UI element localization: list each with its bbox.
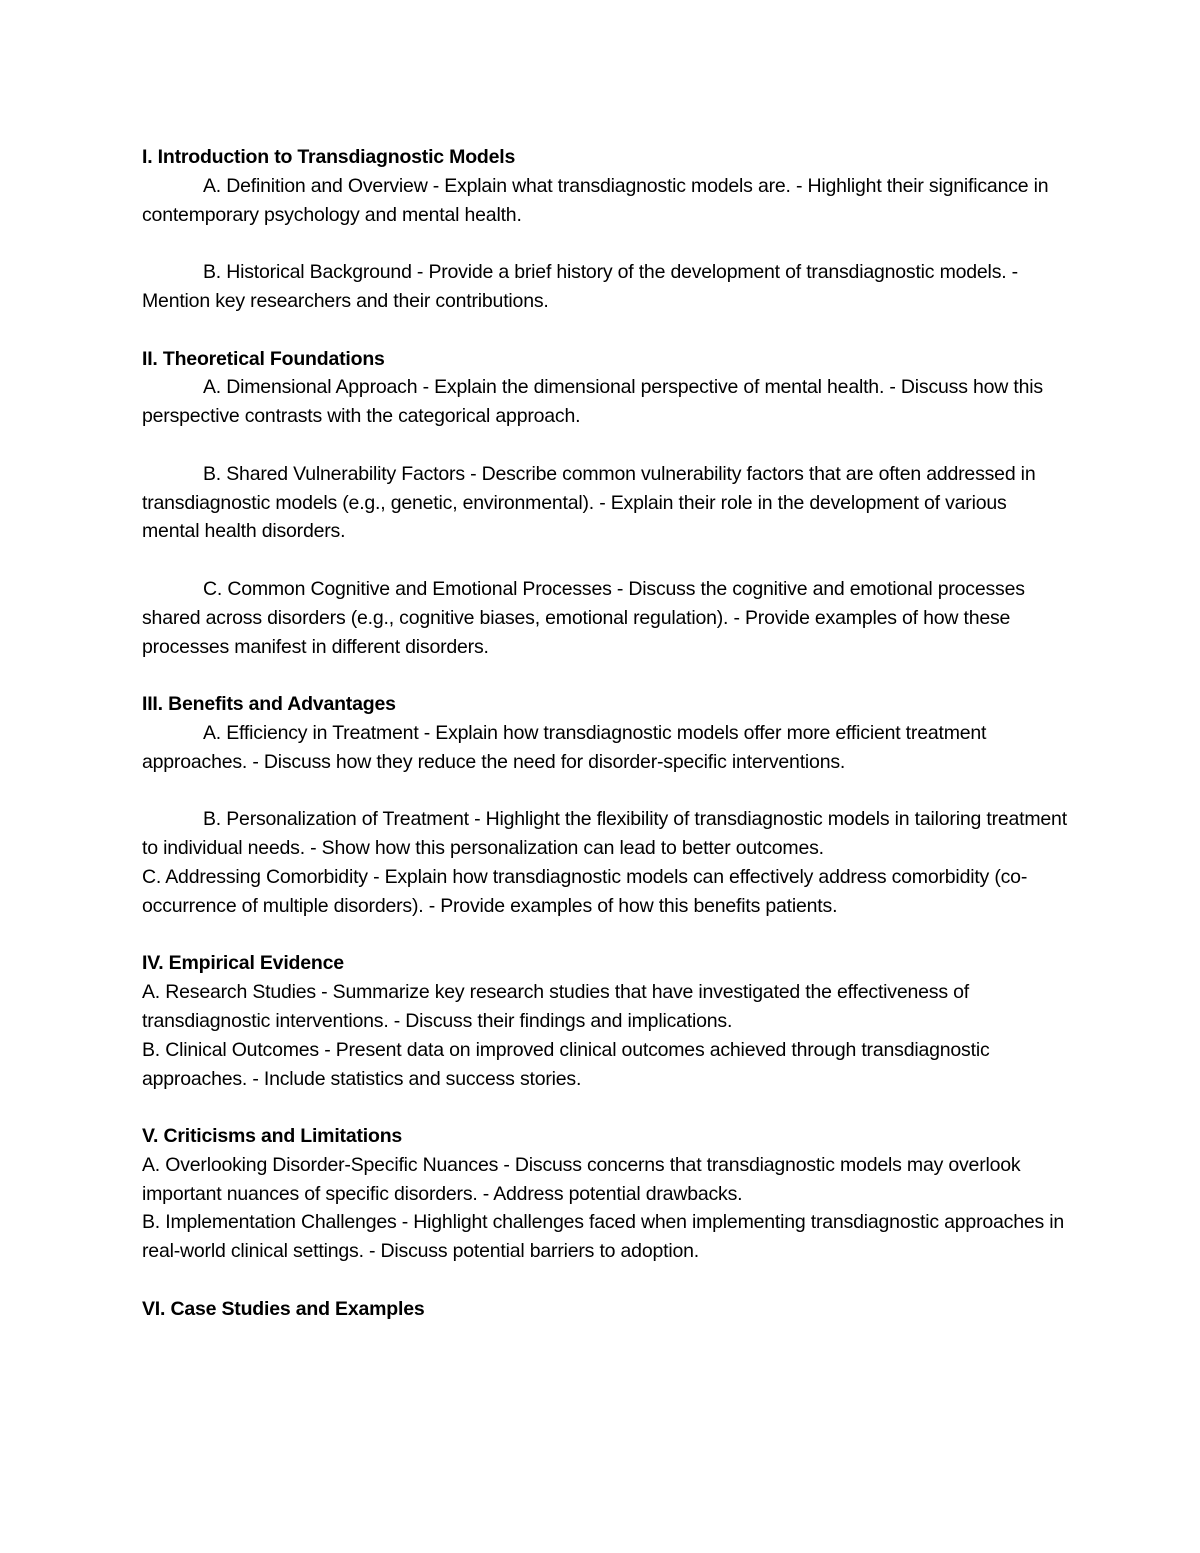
outline-item: A. Research Studies - Summarize key research studies that have investigated the effectiveness of transdiagnostic interventions. - Discuss their findings and implications. — [142, 981, 969, 1032]
outline-content — [142, 143, 1067, 1324]
outline-item: A. Dimensional Approach - Explain the dimensional perspective of mental health. - Discuss how this perspective contrasts with the categorical approach. — [142, 376, 1043, 428]
section-heading: VI. Case Studies and Examples — [142, 1297, 425, 1320]
outline-item: A. Overlooking Disorder-Specific Nuances - Discuss concerns that transdiagnostic models may overlook important nuances of specific disorders. - Address potential drawbacks. — [142, 1153, 1021, 1205]
outline-item: A. Definition and Overview - Explain what transdiagnostic models are. - Highlight their significance in contemporary psychology and mental health. — [142, 174, 1049, 226]
outline-item: A. Efficiency in Treatment - Explain how transdiagnostic models offer more efficient treatment approaches. - Discuss how they reduce the need for disorder-specific interventions. — [142, 721, 987, 773]
section-heading: II. Theoretical Foundations — [142, 347, 385, 370]
outline-item: B. Clinical Outcomes - Present data on improved clinical outcomes achieved through transdiagnostic approaches. - Include statistics and success stories. — [142, 1038, 990, 1090]
outline-item: C. Addressing Comorbidity - Explain how transdiagnostic models can effectively address comorbidity (co-occurrence of multiple disorders). - Provide examples of how this benefits patients. — [142, 865, 1028, 917]
outline-item: C. Common Cognitive and Emotional Processes - Discuss the cognitive and emotional processes shared across disorders (e.g., cognitive biases, emotional regulation). - Provide examples of how these processes manifest in different disorders. — [142, 577, 1025, 658]
outline-item: B. Historical Background - Provide a brief history of the development of transdiagnostic models. - Mention key researchers and their contributions. — [142, 261, 1018, 312]
outline-item: B. Implementation Challenges - Highlight challenges faced when implementing transdiagnostic approaches in real-world clinical settings. - Discuss potential barriers to adoption. — [142, 1211, 1065, 1263]
section-heading: IV. Empirical Evidence — [142, 952, 344, 975]
outline-item: B. Personalization of Treatment - Highlight the flexibility of transdiagnostic models in tailoring treatment to individual needs. - Show how this personalization can lead to better outcomes. — [142, 808, 1067, 860]
section-heading: V. Criticisms and Limitations — [142, 1125, 403, 1148]
section-heading: I. Introduction to Transdiagnostic Models — [142, 146, 516, 168]
section-heading: III. Benefits and Advantages — [142, 693, 396, 716]
outline-item: B. Shared Vulnerability Factors - Describe common vulnerability factors that are often addressed in transdiagnostic models (e.g., genetic, environmental). - Explain their role in the development of various mental health disorders. — [142, 462, 1036, 543]
